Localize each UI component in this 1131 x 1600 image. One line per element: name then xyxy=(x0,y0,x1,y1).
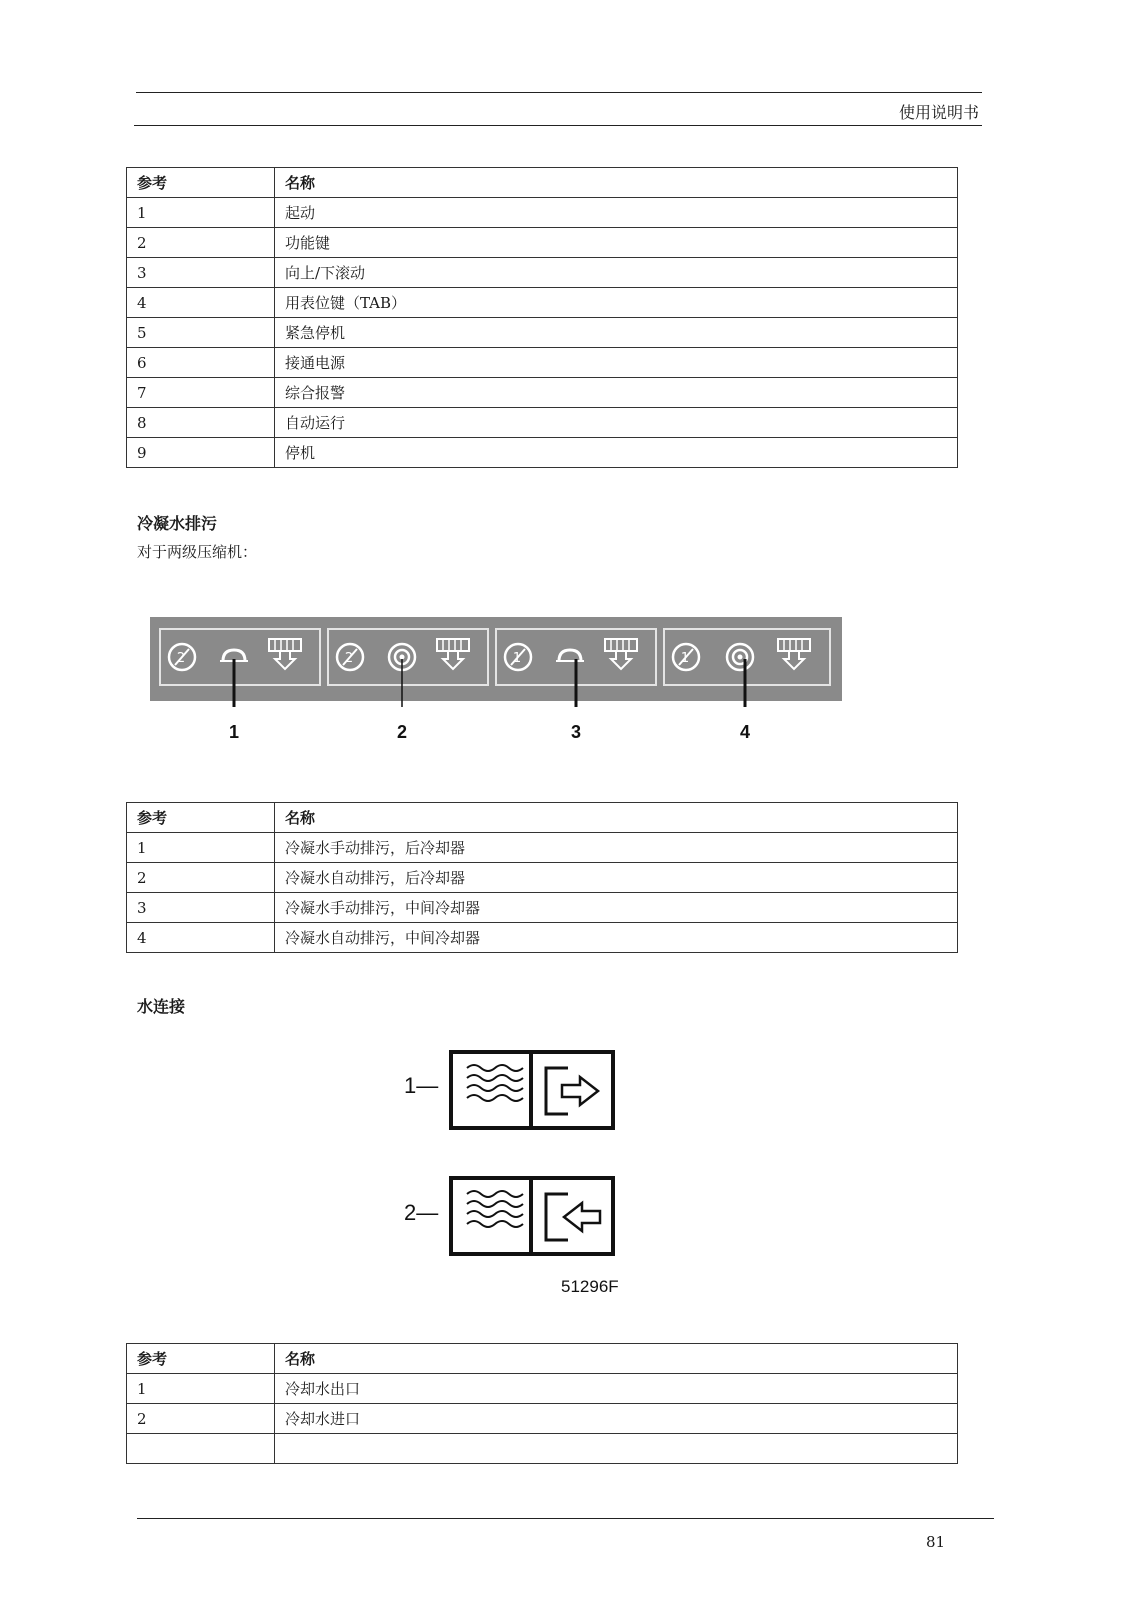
row-name: 冷凝水手动排污，中间冷却器 xyxy=(275,893,958,923)
svg-text:1: 1 xyxy=(512,651,522,666)
row-name: 自动运行 xyxy=(275,408,958,438)
row-ref: 3 xyxy=(127,258,275,288)
row-name: 冷凝水手动排污，后冷却器 xyxy=(275,833,958,863)
row-name: 综合报警 xyxy=(275,378,958,408)
table-row xyxy=(127,1434,958,1464)
row-ref: 5 xyxy=(127,318,275,348)
table-row xyxy=(127,1374,958,1404)
row-ref: 6 xyxy=(127,348,275,378)
table-header-row xyxy=(127,1344,958,1374)
figure-label-2: 2— xyxy=(404,1200,439,1225)
table-row xyxy=(127,288,958,318)
water-waves-icon xyxy=(467,1065,523,1101)
table-row xyxy=(127,318,958,348)
water-connection-reference-table xyxy=(126,1343,958,1464)
control-panel-reference-table xyxy=(126,167,958,468)
header-rule-bottom xyxy=(134,125,982,126)
row-name: 冷凝水自动排污，后冷却器 xyxy=(275,863,958,893)
table-row xyxy=(127,198,958,228)
row-name: 用表位键（TAB） xyxy=(275,288,958,318)
table-row xyxy=(127,893,958,923)
section-title-water-connection: 水连接 xyxy=(137,997,186,1016)
condensate-drain-reference-table xyxy=(126,802,958,953)
row-name: 接通电源 xyxy=(275,348,958,378)
callout-number: 1 xyxy=(228,722,240,742)
row-ref: 2 xyxy=(127,863,275,893)
row-ref: 1 xyxy=(127,833,275,863)
callout-number: 2 xyxy=(396,722,408,742)
row-ref: 1 xyxy=(127,198,275,228)
cooling-water-inlet-icon xyxy=(451,1178,613,1254)
row-ref: 4 xyxy=(127,288,275,318)
table-row xyxy=(127,378,958,408)
row-name: 冷凝水自动排污，中间冷却器 xyxy=(275,923,958,953)
header-ref: 参考 xyxy=(127,803,275,833)
figure-code: 51296F xyxy=(561,1277,619,1296)
table-row xyxy=(127,438,958,468)
header-ref: 参考 xyxy=(127,1344,275,1374)
table-row xyxy=(127,348,958,378)
row-ref: 2 xyxy=(127,228,275,258)
table-row xyxy=(127,833,958,863)
row-ref: 3 xyxy=(127,893,275,923)
header-ref: 参考 xyxy=(127,168,275,198)
table-row xyxy=(127,228,958,258)
row-ref xyxy=(127,1434,275,1464)
callout-number: 4 xyxy=(739,722,751,742)
section-title-condensate-drain: 冷凝水排污 xyxy=(137,514,218,533)
water-connection-figure xyxy=(400,1040,660,1300)
page-number: 81 xyxy=(926,1533,946,1551)
row-ref: 4 xyxy=(127,923,275,953)
row-name: 起动 xyxy=(275,198,958,228)
water-waves-icon xyxy=(467,1191,523,1227)
row-name: 冷却水进口 xyxy=(275,1404,958,1434)
row-name xyxy=(275,1434,958,1464)
figure-label-1: 1— xyxy=(404,1073,439,1098)
footer-rule xyxy=(137,1518,994,1519)
table-row xyxy=(127,258,958,288)
table-row xyxy=(127,923,958,953)
svg-text:2: 2 xyxy=(176,651,186,666)
row-name: 向上/下滚动 xyxy=(275,258,958,288)
table-row xyxy=(127,863,958,893)
callout-number: 3 xyxy=(570,722,582,742)
table-row xyxy=(127,408,958,438)
row-ref: 8 xyxy=(127,408,275,438)
arrow-in-icon xyxy=(546,1194,600,1240)
table-row xyxy=(127,1404,958,1434)
arrow-out-icon xyxy=(546,1068,598,1114)
svg-text:2: 2 xyxy=(344,651,354,666)
row-name: 冷却水出口 xyxy=(275,1374,958,1404)
cooling-water-outlet-icon xyxy=(451,1052,613,1128)
header-title: 使用说明书 xyxy=(898,103,979,122)
row-ref: 7 xyxy=(127,378,275,408)
row-ref: 1 xyxy=(127,1374,275,1404)
svg-text:1: 1 xyxy=(680,651,690,666)
row-name: 停机 xyxy=(275,438,958,468)
row-name: 功能键 xyxy=(275,228,958,258)
header-name: 名称 xyxy=(275,168,958,198)
table-header-row xyxy=(127,803,958,833)
row-name: 紧急停机 xyxy=(275,318,958,348)
condensate-drain-icon-strip xyxy=(150,617,862,757)
header-name: 名称 xyxy=(275,803,958,833)
row-ref: 2 xyxy=(127,1404,275,1434)
table-header-row xyxy=(127,168,958,198)
header-rule-top xyxy=(136,92,982,93)
header-name: 名称 xyxy=(275,1344,958,1374)
section-intro-text: 对于两级压缩机： xyxy=(137,543,258,561)
row-ref: 9 xyxy=(127,438,275,468)
